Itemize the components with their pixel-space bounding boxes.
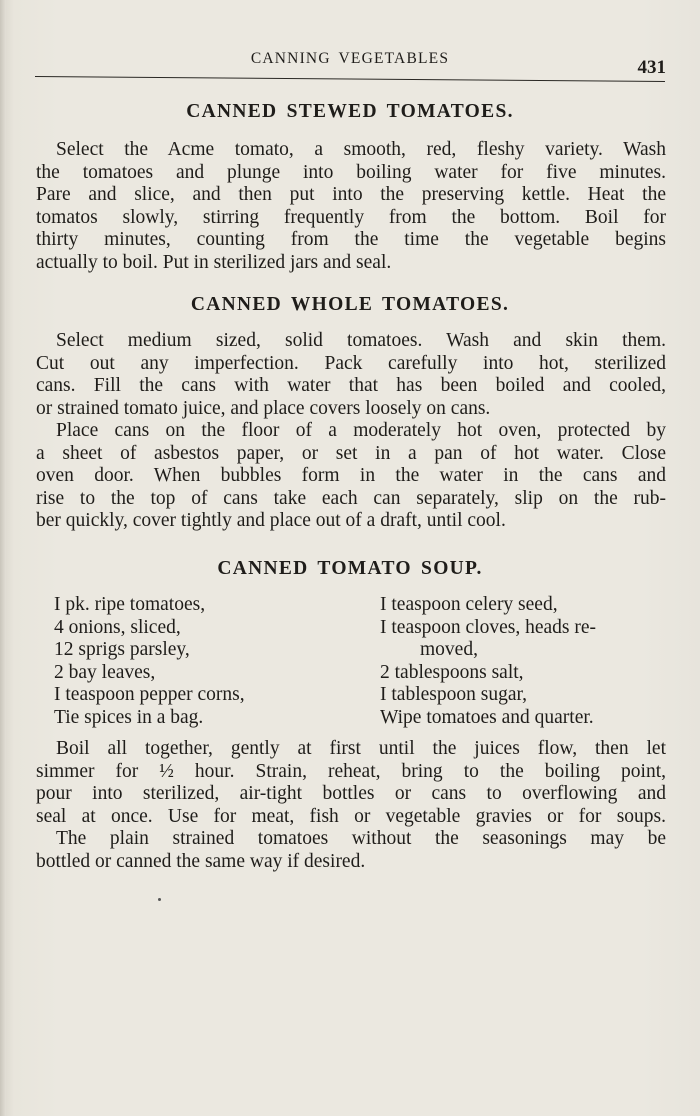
ingredient-item: I tablespoon sugar, (380, 684, 528, 705)
section-title-stewed-tomatoes: CANNED STEWED TOMATOES. (186, 101, 514, 122)
text-line: ber quickly, cover tightly and place out of a draft, until cool. (36, 510, 506, 531)
paragraph-whole-tomatoes-2 (36, 420, 666, 533)
text-line: the tomatoes and plunge into boiling water for five minutes. (36, 161, 666, 183)
ingredient-item: Wipe tomatoes and quarter. (380, 706, 594, 728)
text-line: tomatos slowly, stirring frequently from the bottom. Boil for (36, 206, 666, 228)
text-line: or strained tomato juice, and place covers loosely on cans. (36, 397, 491, 419)
ingredient-item: I teaspoon celery seed, (380, 594, 558, 615)
running-title: CANNING VEGETABLES (250, 50, 450, 67)
ingredient-item: I pk. ripe tomatoes, (54, 594, 206, 615)
ingredient-item: 2 bay leaves, (54, 661, 156, 683)
text-line: Select the Acme tomato, a smooth, red, fleshy variety. Wash (56, 139, 666, 160)
text-line: thirty minutes, counting from the time the vegetable begins (36, 229, 666, 250)
text-line: Pare and slice, and then put into the preserving kettle. Heat the (36, 184, 666, 205)
paragraph-stewed-tomatoes (36, 139, 666, 274)
text-line: Place cans on the floor of a moderately hot oven, protected by (56, 420, 666, 441)
ingredient-list-left (54, 594, 354, 729)
section-title-tomato-soup: CANNED TOMATO SOUP. (217, 558, 483, 579)
text-line: Boil all together, gently at first until the juices flow, then let (56, 738, 666, 759)
paragraph-tomato-soup-2 (36, 828, 666, 873)
ingredient-item: moved, (420, 639, 478, 660)
text-line: cans. Fill the cans with water that has been boiled and cooled, (36, 375, 666, 396)
text-line: Select medium sized, solid tomatoes. Wash and skin them. (56, 330, 666, 351)
text-line: a sheet of asbestos paper, or set in a pan of hot water. Close (36, 442, 666, 464)
ink-speck (158, 898, 161, 901)
text-line: oven door. When bubbles form in the water in the cans and (36, 465, 666, 486)
ingredient-item: I teaspoon pepper corns, (54, 684, 245, 705)
ingredient-item: 12 sprigs parsley, (54, 639, 190, 660)
text-line: The plain strained tomatoes without the seasonings may be (56, 828, 666, 849)
ingredient-item: Tie spices in a bag. (54, 706, 204, 728)
ingredient-item: 2 tablespoons salt, (380, 661, 524, 683)
header-rule (35, 76, 665, 82)
ingredient-list-right (380, 594, 665, 729)
text-line: actually to boil. Put in sterilized jars and seal. (36, 251, 392, 273)
section-title-whole-tomatoes: CANNED WHOLE TOMATOES. (190, 294, 510, 315)
paragraph-whole-tomatoes-1 (36, 330, 666, 420)
text-line: rise to the top of cans take each can separately, slip on the rub- (36, 487, 666, 509)
text-line: simmer for ½ hour. Strain, reheat, bring to the boiling point, (36, 760, 666, 782)
ingredient-item: 4 onions, sliced, (54, 616, 181, 638)
page-number: 431 (637, 57, 666, 78)
text-line: bottled or canned the same way if desired. (36, 850, 366, 872)
text-line: pour into sterilized, air-tight bottles or cans to overflowing and (36, 783, 666, 804)
ingredient-item: I teaspoon cloves, heads re- (380, 616, 597, 638)
text-line: Cut out any imperfection. Pack carefully into hot, sterilized (36, 352, 666, 374)
paragraph-tomato-soup-1 (36, 738, 666, 828)
text-line: seal at once. Use for meat, fish or vegetable gravies or for soups. (36, 805, 666, 827)
